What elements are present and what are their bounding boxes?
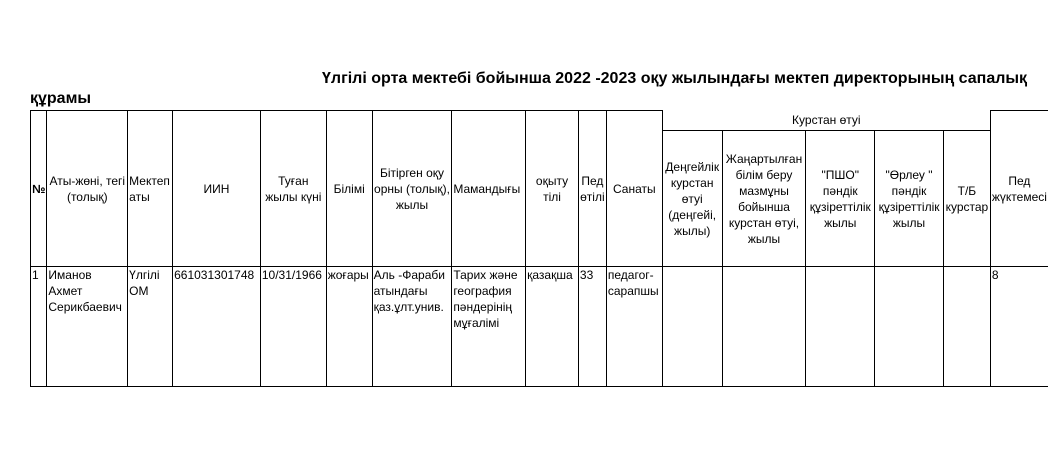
cell-course-tb <box>943 267 990 387</box>
header-name: Аты-жөні, тегі (толық) <box>47 111 128 267</box>
cell-name: Иманов Ахмет Серикбаевич <box>47 267 128 387</box>
header-category: Санаты <box>606 111 662 267</box>
header-num: № <box>31 111 47 267</box>
header-language: оқыту тілі <box>526 111 579 267</box>
header-ped-exp: Пед өтілі <box>578 111 606 267</box>
header-birth: Туған жылы күні <box>260 111 326 267</box>
cell-ped-exp: 33 <box>578 267 606 387</box>
document-title-line2: құрамы <box>30 90 92 107</box>
cell-school: Үлгілі ОМ <box>128 267 173 387</box>
header-course-updated: Жаңартылған білім беру мазмұны бойынша курстан өтуі, жылы <box>722 131 806 267</box>
cell-birth: 10/31/1966 <box>260 267 326 387</box>
cell-workload: 8 <box>990 267 1048 387</box>
header-course-tb: Т/Б курстар <box>943 131 990 267</box>
header-specialty: Мамандығы <box>452 111 526 267</box>
cell-course-orleu <box>875 267 944 387</box>
cell-graduated: Аль -Фараби атындағы қаз.ұлт.унив. <box>372 267 452 387</box>
header-course-orleu: "Өрлеу " пәндік құзіреттілік жылы <box>875 131 944 267</box>
director-staff-table <box>30 110 1048 387</box>
cell-language: қазақша <box>526 267 579 387</box>
header-iin: ИИН <box>173 111 261 267</box>
header-course-pshch: "ПШО" пәндік құзіреттілік жылы <box>806 131 875 267</box>
cell-course-updated <box>722 267 806 387</box>
header-school: Мектеп аты <box>128 111 173 267</box>
table-row <box>31 267 1048 387</box>
cell-num: 1 <box>31 267 47 387</box>
cell-education: жоғары <box>326 267 372 387</box>
cell-category: педагог-сарапшы <box>606 267 662 387</box>
header-courses-group: Курстан өтуі <box>662 111 990 131</box>
header-education: Білімі <box>326 111 372 267</box>
header-graduated: Бітірген оқу орны (толық), жылы <box>372 111 452 267</box>
cell-course-level <box>662 267 722 387</box>
cell-specialty: Тарих және география пәндерінің мұғалімі <box>452 267 526 387</box>
header-workload: Пед жүктемесі <box>990 111 1048 267</box>
document-title-line1: Үлгілі орта мектебі бойынша 2022 -2023 оқу жылындағы мектеп директорының сапалық <box>322 70 1028 87</box>
header-course-level: Деңгейлік курстан өтуі (деңгейі, жылы) <box>662 131 722 267</box>
cell-iin: 661031301748 <box>173 267 261 387</box>
cell-course-pshch <box>806 267 875 387</box>
